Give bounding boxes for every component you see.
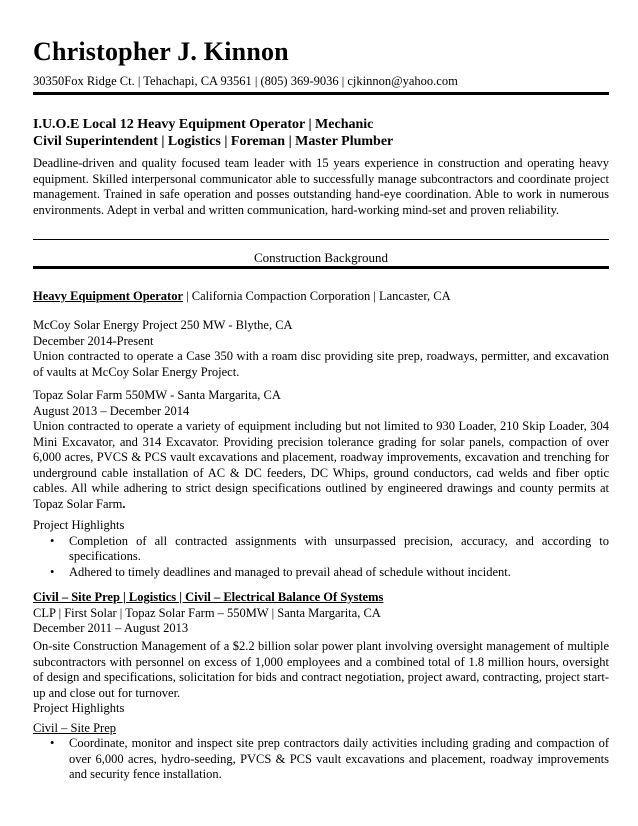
job-dates: December 2011 – August 2013 [33,621,189,635]
duties-list [33,736,609,783]
candidate-name: Christopher J. Kinnon [33,37,289,66]
project-description-text: Union contracted to operate a variety of equipment including but not limited to 930 Loader, 210 Skip Loader, 304 Mini Excavator, and 314 Excavator. Providing precision tolerance grading for solar panels, compaction of over 6,000 acres, PVCS & PCS vault excavations and placement, roadway improvements, excavation and trenching for underground cable installation of AC & DC feeders, DC Whips, ground conductors, cad welds and fiber optic cables. All while adhering to strict design specifications outlined by engineered drawings and county permits at Topaz Solar Farm [33,419,609,511]
list-item [33,534,609,565]
bullet-icon: • [50,736,55,750]
job-company: | California Compaction Corporation | Lancaster, CA [183,289,451,303]
project-dates: August 2013 – December 2014 [33,403,190,418]
highlights-label: Project Highlights [33,701,125,715]
headline [33,116,393,150]
project-topaz [33,388,609,512]
job-civil-site-prep [33,590,609,637]
list-item-text: Adhered to timely deadlines and managed to prevail ahead of schedule without incident. [69,564,511,579]
list-item-text: Completion of all contracted assignments with unsurpassed precision, accuracy, and according to specifications. [69,533,609,563]
project-dates: December 2014-Present [33,333,154,348]
list-item [33,565,609,581]
job-title: Heavy Equipment Operator [33,289,183,303]
job-description: On-site Construction Management of a $2.2 billion solar power plant involving oversight management of multiple subcontractors with personnel on excess of 1,000 employees and a combined total of 1.8 million hours, oversight of design and specifications, solicitation for bids and contract negotiation, project award, contracting, project start-up and close out for turnover. [33,639,609,700]
contact-line: 30350Fox Ridge Ct. | Tehachapi, CA 93561 | (805) 369-9036 | cjkinnon@yahoo.com [33,74,458,88]
highlights-list [33,534,609,581]
highlights-label: Project Highlights [33,518,125,532]
header-divider [33,92,609,95]
bullet-icon: • [50,564,55,579]
list-item [33,736,609,783]
section-divider-bottom [33,266,609,269]
headline-line-2: Civil Superintendent | Logistics | Foreman | Master Plumber [33,134,394,149]
section-title: Construction Background [254,250,388,265]
project-description [33,419,609,512]
project-description: Union contracted to operate a Case 350 with a roam disc providing site prep, roadways, permitter, and excavation of vaults at McCoy Solar Energy Project. [33,349,609,379]
subheading: Civil – Site Prep [33,720,116,735]
job1-highlights [33,518,609,580]
job-title-line [33,289,609,305]
project-mccoy [33,318,609,380]
job-heavy-equipment-operator [33,289,609,305]
list-item-text: Coordinate, monitor and inspect site prep contractors daily activities including grading and compaction of over 6,000 acres, hydro-seeding, PVCS & PCS vault excavations and placement, roadway improvements and security fence installation. [69,736,609,781]
job2-description-block [33,639,609,783]
project-name: Topaz Solar Farm 550MW - Santa Margarita, CA [33,388,281,402]
section-divider-top [33,239,609,240]
project-name: McCoy Solar Energy Project 250 MW - Blythe, CA [33,318,293,332]
job-title: Civil – Site Prep | Logistics | Civil – Electrical Balance Of Systems [33,590,384,604]
professional-summary: Deadline-driven and quality focused team leader with 15 years experience in construction and operating heavy equipment. Skilled interpersonal communicator able to successfully manage subcontractors and coordinate project management. Trained in safe operation and posses outstanding hand-eye coordination. Able to work in numerous environments. Adept in verbal and written communication, hard-working mind-set and proven reliability. [33,156,609,217]
headline-line-1: I.U.O.E Local 12 Heavy Equipment Operator | Mechanic [33,117,374,132]
job-company: CLP | First Solar | Topaz Solar Farm – 550MW | Santa Margarita, CA [33,605,381,620]
bullet-icon: • [50,533,55,548]
project-description-period: . [122,496,126,511]
